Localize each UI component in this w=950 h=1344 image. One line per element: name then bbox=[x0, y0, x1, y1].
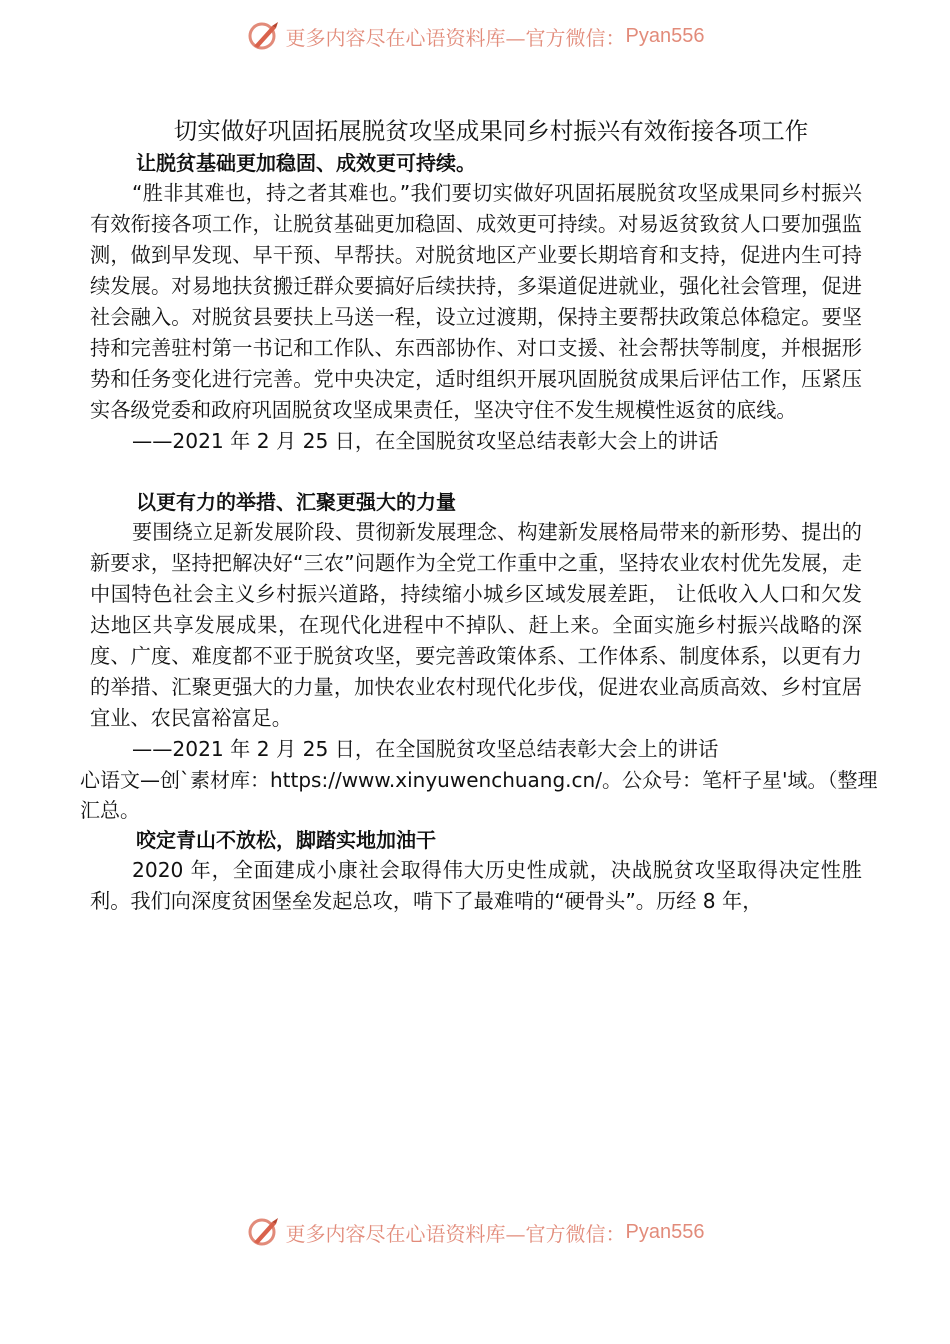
section-3-heading: 咬定青山不放松，脚踏实地加油干 bbox=[136, 828, 436, 852]
watermark-handle: Pyan556 bbox=[625, 24, 705, 47]
pen-logo-icon bbox=[246, 18, 282, 54]
pen-logo-icon bbox=[246, 1214, 282, 1250]
watermark-banner-bottom bbox=[0, 1212, 950, 1252]
watermark-banner-top bbox=[0, 16, 950, 56]
section-1-citation: ——2021 年 2 月 25 日，在全国脱贫攻坚总结表彰大会上的讲话 bbox=[132, 429, 719, 453]
watermark-text: 更多内容尽在心语资料库—官方微信： bbox=[285, 25, 626, 50]
section-2-body: 要围绕立足新发展阶段、贯彻新发展理念、构建新发展格局带来的新形势、提出的新要求，坚持把解决好“三农”问题作为全党工作重中之重，坚持农业农村优先发展，走中国特色社会主义乡村振兴道路，持续缩小城乡区域发展差距， 让低收入人口和欠发达地区共享发展成果，在现代化进程中不掉队、赶上来。全面实施乡村振兴战略的深度、广度、难度都不亚于脱贫攻坚，要完善政策体系、工作体系、制度体系，以更有力的举措、汇聚更强大的力量，加快农业农村现代化步伐，促进农业高质高效、乡村宜居宜业、农民富裕富足。 bbox=[90, 520, 862, 730]
section-1-heading: 让脱贫基础更加稳固、成效更可持续。 bbox=[136, 151, 476, 175]
watermark-handle: Pyan556 bbox=[625, 1220, 705, 1243]
watermark-text: 更多内容尽在心语资料库—官方微信： bbox=[285, 1221, 626, 1246]
source-note: 心语文—创`素材库：https://www.xinyuwenchuang.cn/。公众号：笔杆子星'域。（整理汇总。 bbox=[80, 768, 878, 822]
section-3-body: 2020 年，全面建成小康社会取得伟大历史性成就，决战脱贫攻坚取得决定性胜利。我们向深度贫困堡垒发起总攻，啃下了最难啃的“硬骨头”。历经 8 年， bbox=[90, 858, 862, 913]
document-body bbox=[80, 114, 878, 917]
section-1-body: “胜非其难也，持之者其难也。”我们要切实做好巩固拓展脱贫攻坚成果同乡村振兴有效衔接各项工作，让脱贫基础更加稳固、成效更可持续。对易返贫致贫人口要加强监测，做到早发现、早干预、早帮扶。对脱贫地区产业要长期培育和支持，促进内生可持续发展。对易地扶贫搬迁群众要搞好后续扶持，多渠道促进就业，强化社会管理，促进社会融入。对脱贫县要扶上马送一程，设立过渡期，保持主要帮扶政策总体稳定。要坚持和完善驻村第一书记和工作队、东西部协作、对口支援、社会帮扶等制度，并根据形势和任务变化进行完善。党中央决定，适时组织开展巩固脱贫成果后评估工作，压紧压实各级党委和政府巩固脱贫攻坚成果责任，坚决守住不发生规模性返贫的底线。 bbox=[90, 181, 862, 422]
section-2-heading: 以更有力的举措、汇聚更强大的力量 bbox=[136, 490, 456, 514]
document-title: 切实做好巩固拓展脱贫攻坚成果同乡村振兴有效衔接各项工作 bbox=[173, 117, 809, 145]
section-2-citation: ——2021 年 2 月 25 日，在全国脱贫攻坚总结表彰大会上的讲话 bbox=[132, 737, 719, 761]
